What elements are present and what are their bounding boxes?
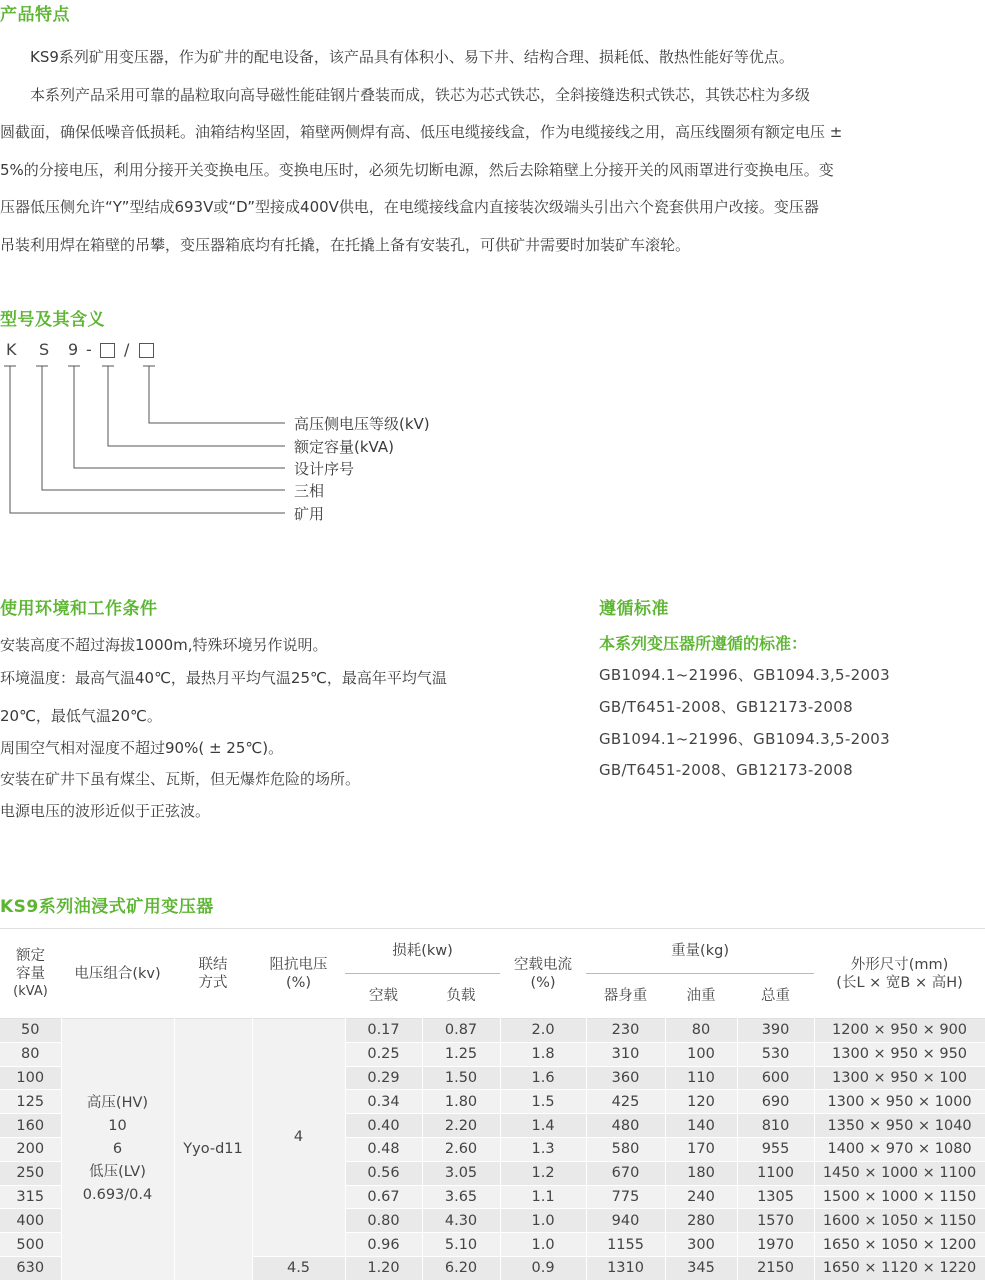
cell-loss-load: 4.30 (422, 1209, 500, 1233)
cell-weight-body: 940 (586, 1209, 665, 1233)
legend-three-phase: 三相 (294, 482, 325, 500)
standard-line: GB1094.1~21996、GB1094.3,5-2003 (599, 666, 890, 684)
cell-weight-body: 775 (586, 1185, 665, 1209)
cell-weight-total: 955 (737, 1137, 814, 1161)
environment-line: 电源电压的波形近似于正弦波。 (0, 802, 211, 820)
cell-weight-total: 2150 (737, 1256, 814, 1280)
features-line: 压器低压侧允许“Y”型结成693V或“D”型接成400V供电，在电缆接线盒内直接装次级端头引出六个瓷套供用户改接。变压器 (0, 198, 819, 217)
col-current: 空载电流 (%) (500, 929, 586, 1019)
cell-weight-body: 480 (586, 1114, 665, 1138)
cell-capacity: 80 (0, 1042, 61, 1066)
cell-current: 1.4 (500, 1114, 586, 1138)
cell-loss-noload: 0.17 (345, 1019, 422, 1043)
col-capacity: 额定 容量 (kVA) (0, 929, 61, 1019)
features-line: 5%的分接电压，利用分接开关变换电压。变换电压时，必须先切断电源，然后去除箱壁上分接开关的风雨罩进行变换电压。变 (0, 160, 834, 179)
cell-loss-noload: 0.67 (345, 1185, 422, 1209)
cell-weight-total: 600 (737, 1066, 814, 1090)
environment-line: 安装高度不超过海拔1000m,特殊环境另作说明。 (0, 636, 328, 654)
cell-capacity: 500 (0, 1233, 61, 1257)
cell-capacity: 100 (0, 1066, 61, 1090)
cell-connection: Yyo-d11 (174, 1019, 252, 1281)
cell-loss-noload: 0.40 (345, 1114, 422, 1138)
cell-weight-oil: 100 (665, 1042, 737, 1066)
cell-capacity: 125 (0, 1090, 61, 1114)
col-weight-total: 总重 (737, 974, 814, 1019)
cell-capacity: 160 (0, 1114, 61, 1138)
cell-loss-load: 2.60 (422, 1137, 500, 1161)
col-size: 外形尺寸(mm) (长L × 宽B × 高H) (814, 929, 985, 1019)
col-loss: 损耗(kw) (345, 929, 500, 974)
environment-line: 环境温度：最高气温40℃，最热月平均气温25℃，最高年平均气温 (0, 669, 447, 687)
cell-current: 1.8 (500, 1042, 586, 1066)
cell-loss-noload: 0.80 (345, 1209, 422, 1233)
cell-weight-oil: 170 (665, 1137, 737, 1161)
cell-weight-oil: 80 (665, 1019, 737, 1043)
cell-size: 1500 × 1000 × 1150 (814, 1185, 985, 1209)
cell-current: 1.3 (500, 1137, 586, 1161)
legend-capacity: 额定容量(kVA) (294, 438, 394, 456)
cell-weight-oil: 110 (665, 1066, 737, 1090)
cell-loss-noload: 0.96 (345, 1233, 422, 1257)
cell-loss-load: 1.80 (422, 1090, 500, 1114)
cell-weight-oil: 345 (665, 1256, 737, 1280)
cell-capacity: 200 (0, 1137, 61, 1161)
cell-loss-noload: 0.56 (345, 1161, 422, 1185)
cell-loss-noload: 0.34 (345, 1090, 422, 1114)
model-voltage-box (139, 343, 154, 358)
model-dash: - (86, 340, 92, 359)
col-voltage: 电压组合(kv) (61, 929, 174, 1019)
model-capacity-box (100, 343, 115, 358)
cell-size: 1350 × 950 × 1040 (814, 1114, 985, 1138)
cell-weight-body: 230 (586, 1019, 665, 1043)
cell-weight-body: 360 (586, 1066, 665, 1090)
cell-current: 1.5 (500, 1090, 586, 1114)
standards-subheading: 本系列变压器所遵循的标准： (599, 634, 808, 653)
environment-line: 周围空气相对湿度不超过90%( ± 25℃)。 (0, 739, 284, 757)
col-impedance: 阻抗电压 (%) (252, 929, 345, 1019)
cell-current: 1.6 (500, 1066, 586, 1090)
cell-size: 1650 × 1120 × 1220 (814, 1256, 985, 1280)
features-line: 本系列产品采用可靠的晶粒取向高导磁性能硅钢片叠装而成，铁芯为芯式铁芯，全斜接缝迭积式铁芯，其铁芯柱为多级 (0, 85, 811, 104)
col-weight-oil: 油重 (665, 974, 737, 1019)
cell-size: 1300 × 950 × 100 (814, 1066, 985, 1090)
cell-capacity: 630 (0, 1256, 61, 1280)
col-weight: 重量(kg) (586, 929, 814, 974)
cell-weight-total: 1570 (737, 1209, 814, 1233)
environment-line: 安装在矿井下虽有煤尘、瓦斯，但无爆炸危险的场所。 (0, 770, 361, 788)
legend-mining: 矿用 (294, 505, 325, 523)
legend-hv-voltage: 高压侧电压等级(kV) (294, 415, 430, 433)
cell-weight-total: 690 (737, 1090, 814, 1114)
features-line: 圆截面，确保低噪音低损耗。油箱结构坚固，箱壁两侧焊有高、低压电缆接线盒，作为电缆接线之用，高压线圈须有额定电压 ± (0, 123, 843, 142)
cell-capacity: 50 (0, 1019, 61, 1043)
cell-weight-total: 1100 (737, 1161, 814, 1185)
features-line: KS9系列矿用变压器，作为矿井的配电设备，该产品具有体积小、易下井、结构合理、损耗低、散热性能好等优点。 (0, 48, 794, 66)
cell-loss-load: 1.50 (422, 1066, 500, 1090)
table-heading: KS9系列油浸式矿用变压器 (0, 897, 214, 917)
cell-loss-noload: 0.25 (345, 1042, 422, 1066)
model-slash: / (124, 340, 130, 359)
cell-loss-load: 6.20 (422, 1256, 500, 1280)
cell-impedance: 4.5 (252, 1256, 345, 1280)
col-loss-noload: 空载 (345, 974, 422, 1019)
cell-loss-load: 3.65 (422, 1185, 500, 1209)
environment-heading: 使用环境和工作条件 (0, 599, 158, 619)
col-weight-body: 器身重 (586, 974, 665, 1019)
cell-loss-load: 1.25 (422, 1042, 500, 1066)
model-heading: 型号及其含义 (0, 310, 105, 330)
cell-weight-total: 530 (737, 1042, 814, 1066)
standard-line: GB/T6451-2008、GB12173-2008 (599, 761, 853, 779)
cell-current: 1.0 (500, 1233, 586, 1257)
cell-size: 1600 × 1050 × 1150 (814, 1209, 985, 1233)
cell-size: 1450 × 1000 × 1100 (814, 1161, 985, 1185)
standards-heading: 遵循标准 (599, 599, 669, 619)
cell-loss-noload: 1.20 (345, 1256, 422, 1280)
cell-loss-load: 5.10 (422, 1233, 500, 1257)
cell-current: 1.2 (500, 1161, 586, 1185)
cell-weight-oil: 300 (665, 1233, 737, 1257)
cell-size: 1300 × 950 × 950 (814, 1042, 985, 1066)
cell-weight-total: 810 (737, 1114, 814, 1138)
cell-loss-noload: 0.48 (345, 1137, 422, 1161)
cell-capacity: 250 (0, 1161, 61, 1185)
cell-weight-body: 425 (586, 1090, 665, 1114)
cell-loss-load: 0.87 (422, 1019, 500, 1043)
cell-weight-oil: 120 (665, 1090, 737, 1114)
legend-design-no: 设计序号 (294, 460, 355, 478)
cell-weight-body: 310 (586, 1042, 665, 1066)
cell-current: 0.9 (500, 1256, 586, 1280)
cell-size: 1400 × 970 × 1080 (814, 1137, 985, 1161)
cell-loss-load: 2.20 (422, 1114, 500, 1138)
cell-weight-body: 1155 (586, 1233, 665, 1257)
cell-current: 1.1 (500, 1185, 586, 1209)
model-letter-k: K (6, 340, 17, 359)
features-line: 吊装利用焊在箱壁的吊攀，变压器箱底均有托撬，在托撬上备有安装孔，可供矿井需要时加装矿车滚轮。 (0, 235, 691, 254)
cell-weight-oil: 280 (665, 1209, 737, 1233)
features-text (0, 39, 985, 265)
spec-table (0, 928, 985, 1281)
cell-size: 1300 × 950 × 1000 (814, 1090, 985, 1114)
cell-current: 1.0 (500, 1209, 586, 1233)
model-letter-s: S (39, 340, 50, 359)
cell-weight-total: 390 (737, 1019, 814, 1043)
standard-line: GB1094.1~21996、GB1094.3,5-2003 (599, 730, 890, 748)
model-digit-9: 9 (68, 340, 79, 359)
col-connection: 联结 方式 (174, 929, 252, 1019)
cell-weight-body: 580 (586, 1137, 665, 1161)
model-connector-lines (0, 360, 290, 520)
cell-size: 1650 × 1050 × 1200 (814, 1233, 985, 1257)
cell-capacity: 400 (0, 1209, 61, 1233)
col-loss-load: 负载 (422, 974, 500, 1019)
cell-weight-oil: 140 (665, 1114, 737, 1138)
cell-weight-oil: 240 (665, 1185, 737, 1209)
standard-line: GB/T6451-2008、GB12173-2008 (599, 698, 853, 716)
features-heading: 产品特点 (0, 5, 70, 25)
table-row (0, 1019, 985, 1043)
cell-current: 2.0 (500, 1019, 586, 1043)
cell-weight-oil: 180 (665, 1161, 737, 1185)
cell-loss-noload: 0.29 (345, 1066, 422, 1090)
cell-capacity: 315 (0, 1185, 61, 1209)
cell-weight-total: 1305 (737, 1185, 814, 1209)
cell-impedance: 4 (252, 1019, 345, 1257)
cell-size: 1200 × 950 × 900 (814, 1019, 985, 1043)
cell-loss-load: 3.05 (422, 1161, 500, 1185)
cell-voltage-combo: 高压(HV) 10 6 低压(LV) 0.693/0.4 (61, 1019, 174, 1281)
environment-line: 20℃，最低气温20℃。 (0, 707, 162, 725)
cell-weight-total: 1970 (737, 1233, 814, 1257)
cell-weight-body: 670 (586, 1161, 665, 1185)
cell-weight-body: 1310 (586, 1256, 665, 1280)
